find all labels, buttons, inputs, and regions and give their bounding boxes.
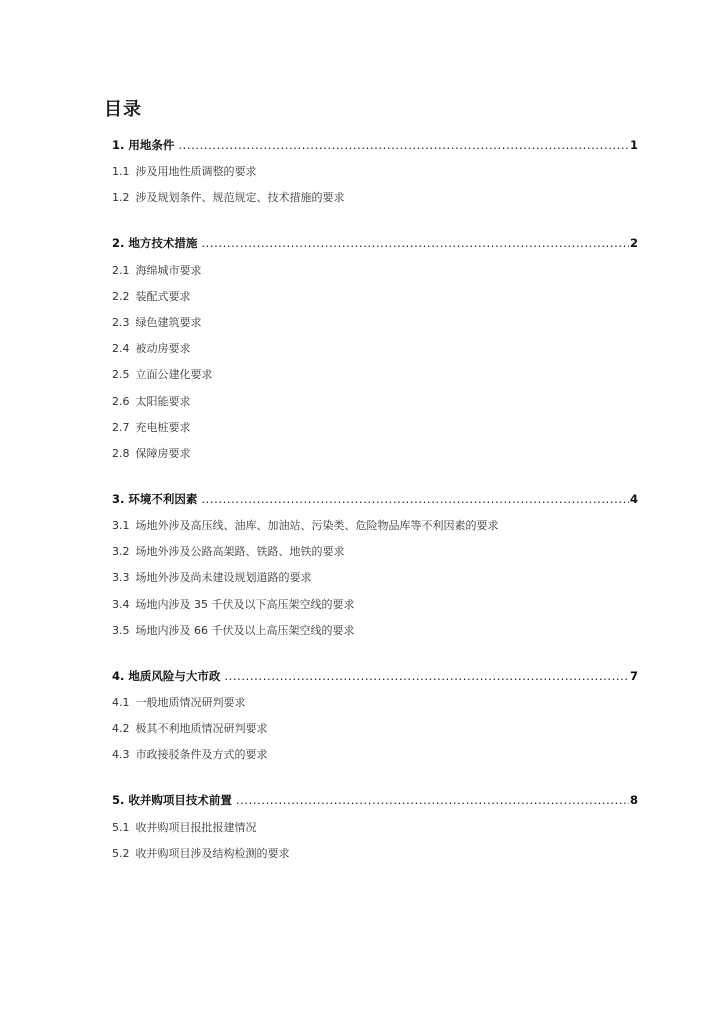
subitem-title: 场地外涉及高压线、油库、加油站、污染类、危险物品库等不利因素的要求 [135,519,499,533]
subitem-number: 3.4 [112,597,130,611]
section-page-number: 7 [629,668,638,683]
subitem-number: 5.1 [112,820,130,834]
toc-section-heading[interactable] [112,491,638,509]
toc-subitem[interactable] [112,845,638,863]
subitem-number: 2.2 [112,289,130,303]
toc-subitem[interactable] [112,720,638,738]
section-title: 地方技术措施 [128,236,198,251]
subitem-number: 2.8 [112,446,130,460]
toc-subitem[interactable] [112,694,638,712]
toc-subitem[interactable] [112,189,638,207]
subitem-title: 涉及规划条件、规范规定、技术措施的要求 [135,191,345,205]
toc-subitem[interactable] [112,746,638,764]
dot-leader [201,492,629,506]
dot-leader [178,138,629,152]
toc-section-heading[interactable] [112,792,638,810]
toc-subitem[interactable] [112,622,638,640]
subitem-title: 场地外涉及尚未建设规划道路的要求 [135,571,312,585]
subitem-title: 太阳能要求 [135,394,191,408]
subitem-title: 场地外涉及公路高架路、铁路、地铁的要求 [135,545,345,559]
subitem-title: 收并购项目报批报建情况 [135,820,257,834]
section-title: 环境不利因素 [128,491,198,506]
toc-section-heading[interactable] [112,668,638,686]
toc-section-2 [112,235,638,463]
subitem-number: 3.3 [112,571,130,585]
subitem-title: 保障房要求 [135,446,191,460]
section-page-number: 4 [629,491,638,506]
toc-subitem[interactable] [112,340,638,358]
subitem-number: 1.2 [112,191,130,205]
subitem-title: 极其不利地质情况研判要求 [135,722,268,736]
toc-section-4 [112,668,638,765]
subitem-number: 4.1 [112,696,130,709]
dot-leader [201,236,629,250]
toc-subitem[interactable] [112,517,638,535]
section-page-number: 8 [629,793,638,808]
dot-leader [224,669,629,683]
section-number: 2. [112,236,125,251]
subitem-title: 绿色建筑要求 [135,315,202,329]
section-title: 收并购项目技术前置 [128,793,232,808]
subitem-number: 3.5 [112,623,130,637]
subitem-title: 收并购项目涉及结构检测的要求 [135,846,290,860]
subitem-number: 5.2 [112,846,130,860]
toc-subitem[interactable] [112,163,638,181]
subitem-title: 海绵城市要求 [135,263,202,277]
toc-subitem[interactable] [112,569,638,587]
toc-subitem[interactable] [112,445,638,463]
section-title: 用地条件 [128,138,175,152]
section-title: 地质风险与大市政 [128,668,221,683]
toc-subitem[interactable] [112,819,638,837]
section-page-number: 2 [629,236,638,251]
subitem-number: 2.1 [112,263,130,277]
subitem-title: 涉及用地性质调整的要求 [135,165,257,179]
subitem-number: 4.2 [112,722,130,736]
subitem-number: 2.3 [112,315,130,329]
toc-subitem[interactable] [112,393,638,411]
subitem-number: 4.3 [112,748,130,762]
subitem-title: 被动房要求 [135,342,191,356]
subitem-title: 一般地质情况研判要求 [135,696,246,709]
section-number: 5. [112,793,125,808]
toc-subitem[interactable] [112,288,638,306]
toc-section-heading[interactable] [112,137,638,155]
subitem-number: 3.1 [112,519,130,533]
subitem-number: 2.5 [112,368,130,382]
subitem-number: 3.2 [112,545,130,559]
toc-subitem[interactable] [112,262,638,280]
section-number: 3. [112,491,125,506]
toc-section-heading[interactable] [112,235,638,253]
subitem-title: 场地内涉及 66 千伏及以上高压架空线的要求 [135,623,355,637]
subitem-number: 1.1 [112,165,130,179]
table-of-contents [112,137,638,891]
toc-section-1 [112,137,638,207]
subitem-title: 市政接驳条件及方式的要求 [135,748,268,762]
subitem-number: 2.6 [112,394,130,408]
subitem-title: 充电桩要求 [135,420,191,434]
section-number: 4. [112,668,125,683]
dot-leader [236,793,629,807]
toc-section-3 [112,491,638,640]
section-number: 1. [112,138,125,152]
subitem-number: 2.7 [112,420,130,434]
toc-title: 目录 [104,99,142,120]
toc-subitem[interactable] [112,419,638,437]
subitem-title: 装配式要求 [135,289,191,303]
subitem-number: 2.4 [112,342,130,356]
toc-subitem[interactable] [112,366,638,384]
section-page-number: 1 [629,138,638,152]
subitem-title: 场地内涉及 35 千伏及以下高压架空线的要求 [135,597,355,611]
toc-subitem[interactable] [112,543,638,561]
toc-subitem[interactable] [112,596,638,614]
subitem-title: 立面公建化要求 [135,368,213,382]
toc-subitem[interactable] [112,314,638,332]
toc-section-5 [112,792,638,862]
